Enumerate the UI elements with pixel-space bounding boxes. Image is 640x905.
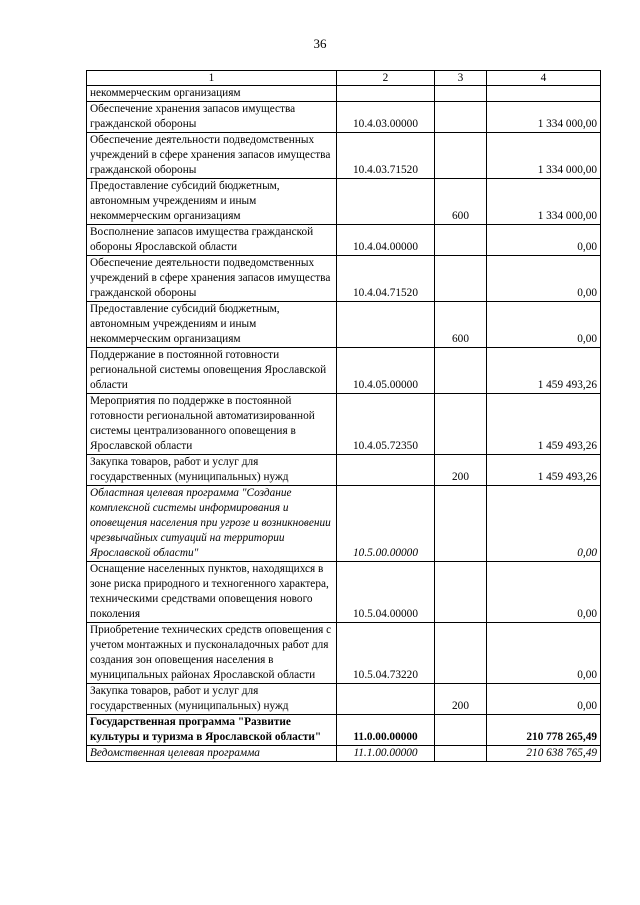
budget-table bbox=[86, 70, 601, 762]
row-name-cell: Поддержание в постоянной готовности региональной системы оповещения Ярославской области bbox=[87, 348, 337, 394]
row-name-cell: Обеспечение деятельности подведомственных учреждений в сфере хранения запасов имущества гражданской обороны bbox=[87, 256, 337, 302]
row-name-cell: Приобретение технических средств оповещения с учетом монтажных и пусконаладочных работ для создания зон оповещения населения в муниципальных районах Ярославской области bbox=[87, 623, 337, 684]
table-body bbox=[87, 86, 601, 762]
row-amount-cell: 1 334 000,00 bbox=[487, 102, 601, 133]
row-name-cell: Предоставление субсидий бюджетным, автономным учреждениям и иным некоммерческим организациям bbox=[87, 179, 337, 225]
row-expense-type-cell bbox=[435, 623, 487, 684]
column-header-1: 1 bbox=[87, 71, 337, 86]
row-amount-cell: 210 638 765,49 bbox=[487, 746, 601, 762]
table-row bbox=[87, 394, 601, 455]
row-amount-cell: 0,00 bbox=[487, 562, 601, 623]
row-expense-type-cell bbox=[435, 348, 487, 394]
row-name-cell: Государственная программа "Развитие культуры и туризма в Ярославской области" bbox=[87, 715, 337, 746]
row-code-cell bbox=[337, 86, 435, 102]
table-row bbox=[87, 562, 601, 623]
row-code-cell: 10.4.05.00000 bbox=[337, 348, 435, 394]
row-name-cell: Областная целевая программа "Создание комплексной системы информирования и оповещения населения при угрозе и возникновении чрезвычайных ситуаций на территории Ярославской области" bbox=[87, 486, 337, 562]
row-expense-type-cell: 600 bbox=[435, 302, 487, 348]
row-amount-cell: 210 778 265,49 bbox=[487, 715, 601, 746]
table-row bbox=[87, 179, 601, 225]
row-expense-type-cell: 600 bbox=[435, 179, 487, 225]
column-header-3: 3 bbox=[435, 71, 487, 86]
row-amount-cell: 0,00 bbox=[487, 684, 601, 715]
row-amount-cell: 0,00 bbox=[487, 225, 601, 256]
row-name-cell: Восполнение запасов имущества гражданской обороны Ярославской области bbox=[87, 225, 337, 256]
row-expense-type-cell bbox=[435, 256, 487, 302]
row-expense-type-cell bbox=[435, 225, 487, 256]
row-code-cell: 10.4.04.71520 bbox=[337, 256, 435, 302]
table-row bbox=[87, 623, 601, 684]
table-row bbox=[87, 348, 601, 394]
row-amount-cell: 1 334 000,00 bbox=[487, 133, 601, 179]
row-code-cell: 10.5.04.73220 bbox=[337, 623, 435, 684]
row-name-cell: некоммерческим организациям bbox=[87, 86, 337, 102]
row-code-cell bbox=[337, 684, 435, 715]
row-code-cell: 10.4.04.00000 bbox=[337, 225, 435, 256]
row-expense-type-cell: 200 bbox=[435, 455, 487, 486]
row-amount-cell: 0,00 bbox=[487, 302, 601, 348]
row-code-cell: 11.0.00.00000 bbox=[337, 715, 435, 746]
row-name-cell: Ведомственная целевая программа bbox=[87, 746, 337, 762]
table-row bbox=[87, 302, 601, 348]
row-name-cell: Мероприятия по поддержке в постоянной готовности региональной автоматизированной системы централизованного оповещения в Ярославской области bbox=[87, 394, 337, 455]
page-number: 36 bbox=[313, 36, 327, 51]
column-header-2: 2 bbox=[337, 71, 435, 86]
row-expense-type-cell bbox=[435, 715, 487, 746]
row-expense-type-cell bbox=[435, 133, 487, 179]
table-row bbox=[87, 86, 601, 102]
table-row bbox=[87, 486, 601, 562]
row-expense-type-cell bbox=[435, 394, 487, 455]
row-amount-cell: 0,00 bbox=[487, 623, 601, 684]
row-name-cell: Закупка товаров, работ и услуг для государственных (муниципальных) нужд bbox=[87, 684, 337, 715]
row-name-cell: Оснащение населенных пунктов, находящихся в зоне риска природного и техногенного характера, техническими средствами оповещения нового поколения bbox=[87, 562, 337, 623]
table-row bbox=[87, 746, 601, 762]
table-header-row bbox=[87, 71, 601, 86]
row-amount-cell: 0,00 bbox=[487, 486, 601, 562]
row-code-cell bbox=[337, 179, 435, 225]
row-name-cell: Обеспечение хранения запасов имущества гражданской обороны bbox=[87, 102, 337, 133]
row-amount-cell: 1 459 493,26 bbox=[487, 455, 601, 486]
row-name-cell: Предоставление субсидий бюджетным, автономным учреждениям и иным некоммерческим организациям bbox=[87, 302, 337, 348]
column-header-4: 4 bbox=[487, 71, 601, 86]
row-amount-cell bbox=[487, 86, 601, 102]
row-code-cell bbox=[337, 455, 435, 486]
row-code-cell: 10.4.03.00000 bbox=[337, 102, 435, 133]
row-name-cell: Обеспечение деятельности подведомственных учреждений в сфере хранения запасов имущества гражданской обороны bbox=[87, 133, 337, 179]
table-row bbox=[87, 256, 601, 302]
table-row bbox=[87, 102, 601, 133]
row-code-cell: 10.5.00.00000 bbox=[337, 486, 435, 562]
row-amount-cell: 1 334 000,00 bbox=[487, 179, 601, 225]
row-expense-type-cell bbox=[435, 86, 487, 102]
table-row bbox=[87, 133, 601, 179]
row-code-cell: 10.5.04.00000 bbox=[337, 562, 435, 623]
row-name-cell: Закупка товаров, работ и услуг для государственных (муниципальных) нужд bbox=[87, 455, 337, 486]
table-row bbox=[87, 455, 601, 486]
row-code-cell bbox=[337, 302, 435, 348]
row-code-cell: 11.1.00.00000 bbox=[337, 746, 435, 762]
row-expense-type-cell bbox=[435, 746, 487, 762]
row-amount-cell: 0,00 bbox=[487, 256, 601, 302]
table-row bbox=[87, 225, 601, 256]
table-row bbox=[87, 684, 601, 715]
row-code-cell: 10.4.05.72350 bbox=[337, 394, 435, 455]
row-expense-type-cell: 200 bbox=[435, 684, 487, 715]
row-amount-cell: 1 459 493,26 bbox=[487, 348, 601, 394]
row-code-cell: 10.4.03.71520 bbox=[337, 133, 435, 179]
row-expense-type-cell bbox=[435, 562, 487, 623]
table-row bbox=[87, 715, 601, 746]
row-amount-cell: 1 459 493,26 bbox=[487, 394, 601, 455]
row-expense-type-cell bbox=[435, 486, 487, 562]
row-expense-type-cell bbox=[435, 102, 487, 133]
